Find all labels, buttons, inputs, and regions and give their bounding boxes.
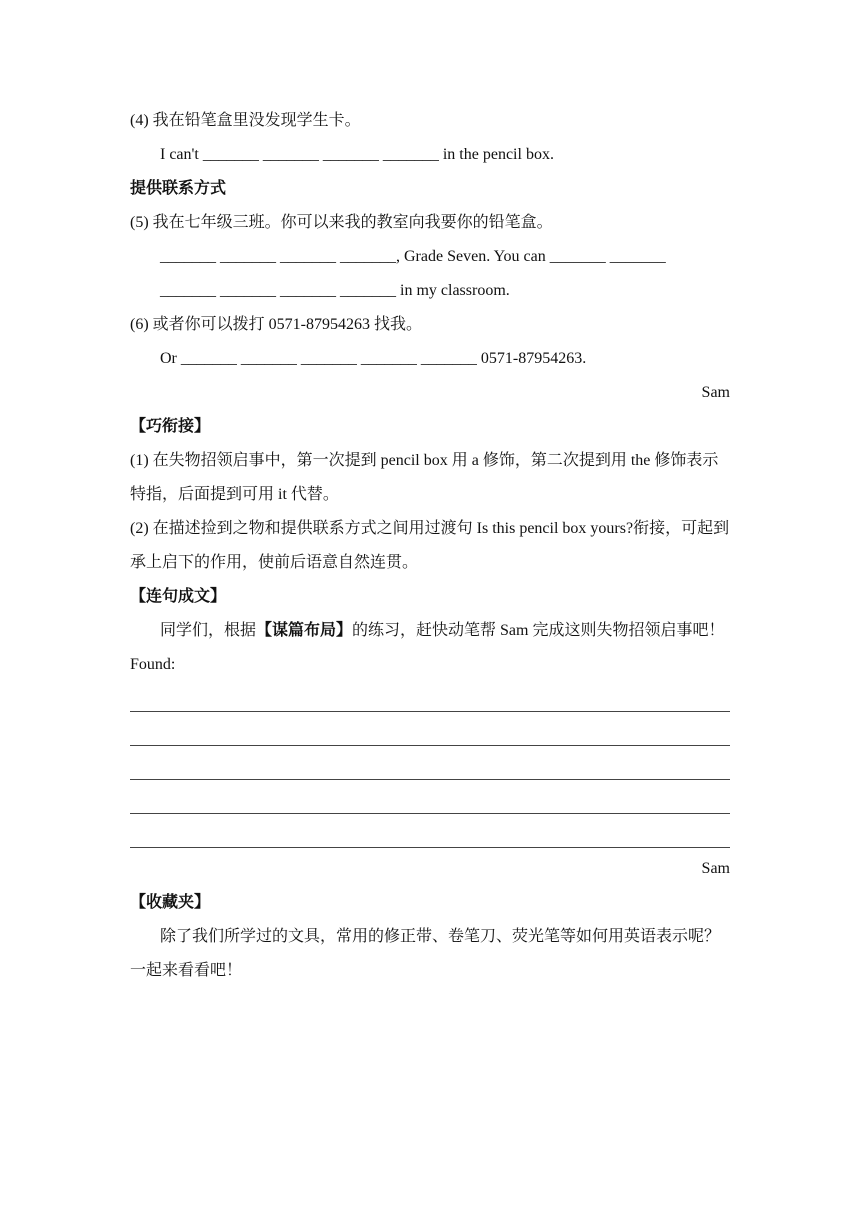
compose-text-after: 的练习，赶快动笔帮 Sam 完成这则失物招领启事吧！ [352,622,725,639]
item-5-english-line-2: _______ _______ _______ _______ in my classroom. [160,282,510,299]
worksheet-page [130,104,730,988]
heading-contact: 提供联系方式 [130,180,227,197]
item-5-chinese: (5) 我在七年级三班。你可以来我的教室向我要你的铅笔盒。 [130,214,553,231]
compose-text-bold: 【谋篇布局】 [256,622,353,639]
link-paragraph-2-text: (2) 在描述捡到之物和提供联系方式之间用过渡句 Is this pencil box yours?衔接，可起到承上启下的作用，使前后语意自然连贯。 [130,520,730,571]
writing-line-4[interactable] [130,780,730,814]
section-title-link: 【巧衔接】 [130,418,211,435]
compose-text-before: 同学们，根据 [160,622,257,639]
item-6-chinese: (6) 或者你可以拨打 0571-87954263 找我。 [130,316,422,333]
writing-line-2[interactable] [130,712,730,746]
signature-sam-2: Sam [701,860,730,877]
section-title-favorites: 【收藏夹】 [130,894,211,911]
compose-paragraph [130,614,730,648]
link-paragraph-1-text: (1) 在失物招领启事中，第一次提到 pencil box 用 a 修饰，第二次提到用 the 修饰表示特指，后面提到可用 it 代替。 [130,452,719,503]
item-5-english-line-1: _______ _______ _______ _______, Grade Seven. You can _______ _______ [160,248,666,265]
writing-line-1[interactable] [130,678,730,712]
found-label: Found: [130,656,176,673]
writing-area [130,678,730,848]
link-paragraph-2 [130,512,730,580]
link-paragraph-1 [130,444,730,512]
section-title-compose: 【连句成文】 [130,588,227,605]
item-4-english-blank: I can't _______ _______ _______ _______ in the pencil box. [160,146,554,163]
favorites-paragraph: 除了我们所学过的文具，常用的修正带、卷笔刀、荧光笔等如何用英语表示呢？一起来看看吧！ [130,928,721,979]
item-4-chinese: (4) 我在铅笔盒里没发现学生卡。 [130,112,361,129]
item-6-english-blank: Or _______ _______ _______ _______ _______ 0571-87954263. [160,350,587,367]
writing-line-3[interactable] [130,746,730,780]
signature-sam-1: Sam [701,384,730,401]
writing-line-5[interactable] [130,814,730,848]
